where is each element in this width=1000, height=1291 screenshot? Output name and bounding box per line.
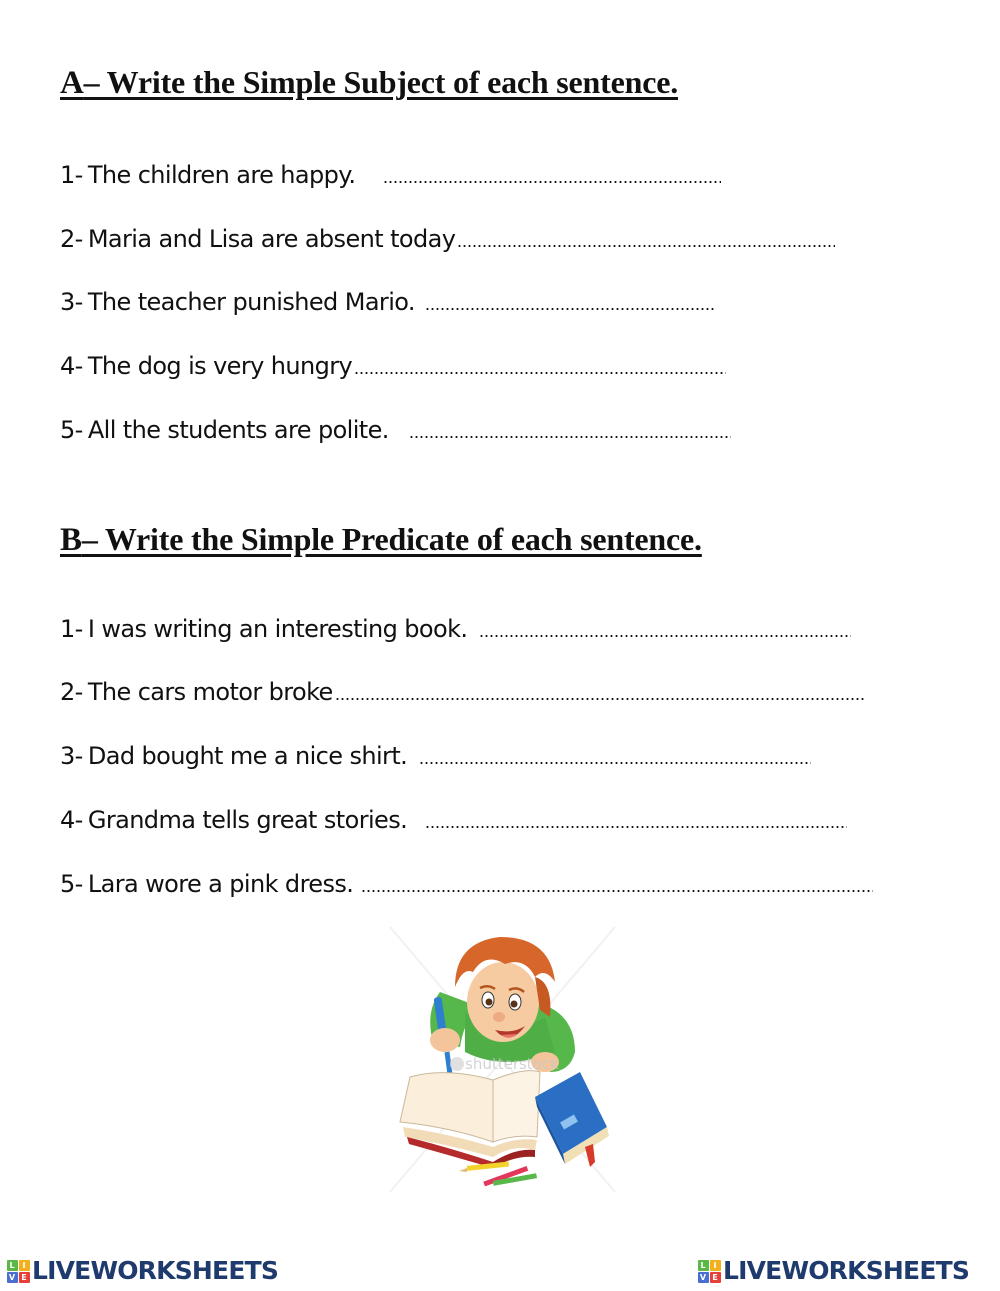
liveworksheets-logo-right — [697, 1257, 969, 1285]
dotted-line — [409, 436, 731, 438]
dotted-line — [425, 826, 847, 828]
subject-item-4 — [60, 347, 726, 381]
dotted-line — [425, 308, 715, 310]
logo-letter-l: L — [7, 1260, 18, 1271]
item-sentence: I was writing an interesting book. — [87, 615, 468, 643]
answer-blank-a1[interactable] — [383, 160, 721, 190]
item-number: 2- — [60, 225, 83, 253]
answer-blank-a4[interactable] — [354, 351, 726, 381]
dotted-line — [335, 698, 865, 700]
item-number: 5- — [60, 870, 83, 898]
item-number: 5- — [60, 416, 83, 444]
item-sentence: The cars motor broke — [87, 678, 333, 706]
answer-blank-a3[interactable] — [425, 287, 715, 317]
logo-wordmark: LIVEWORKSHEETS — [32, 1256, 279, 1285]
item-sentence: All the students are polite. — [87, 416, 389, 444]
answer-blank-b2[interactable] — [335, 677, 865, 707]
subject-item-3 — [60, 283, 715, 317]
section-a-title: – Write the Simple Subject of each sentence. — [83, 64, 679, 100]
answer-blank-b4[interactable] — [425, 805, 847, 835]
logo-letter-i: I — [710, 1260, 721, 1271]
dotted-line — [479, 635, 851, 637]
item-number: 4- — [60, 806, 83, 834]
logo-letter-v: V — [7, 1272, 18, 1283]
item-sentence: Dad bought me a nice shirt. — [87, 742, 408, 770]
dotted-line — [419, 762, 811, 764]
logo-letter-e: E — [19, 1272, 30, 1283]
answer-blank-a2[interactable] — [457, 224, 835, 254]
logo-wordmark: LIVEWORKSHEETS — [723, 1256, 970, 1285]
predicate-item-4 — [60, 801, 847, 835]
item-sentence: The children are happy. — [87, 161, 356, 189]
item-number: 1- — [60, 161, 83, 189]
item-number: 2- — [60, 678, 83, 706]
logo-letter-e: E — [710, 1272, 721, 1283]
answer-blank-a5[interactable] — [409, 415, 731, 445]
item-number: 4- — [60, 352, 83, 380]
predicate-item-3 — [60, 737, 811, 771]
section-b-letter: B — [60, 522, 82, 558]
predicate-item-2 — [60, 673, 865, 707]
predicate-item-5 — [60, 865, 873, 899]
logo-letter-l: L — [698, 1260, 709, 1271]
item-number: 1- — [60, 615, 83, 643]
boy-writing-illustration — [385, 922, 620, 1197]
dotted-line — [383, 181, 721, 183]
dotted-line — [354, 372, 726, 374]
section-b-title: – Write the Simple Predicate of each sentence. — [81, 521, 702, 557]
liveworksheets-mark-icon — [697, 1259, 721, 1283]
answer-blank-b1[interactable] — [479, 614, 851, 644]
answer-blank-b5[interactable] — [361, 869, 873, 899]
item-sentence: The dog is very hungry — [87, 352, 353, 380]
item-number: 3- — [60, 742, 83, 770]
logo-letter-i: I — [19, 1260, 30, 1271]
dotted-line — [361, 890, 873, 892]
section-b-heading — [60, 521, 702, 558]
dotted-line — [457, 245, 835, 247]
item-sentence: The teacher punished Mario. — [87, 288, 415, 316]
predicate-item-1 — [60, 610, 851, 644]
item-number: 3- — [60, 288, 83, 316]
answer-blank-b3[interactable] — [419, 741, 811, 771]
logo-letter-v: V — [698, 1272, 709, 1283]
item-sentence: Lara wore a pink dress. — [87, 870, 354, 898]
item-sentence: Maria and Lisa are absent today — [87, 225, 456, 253]
svg-text:shutterstock: shutterstock — [465, 1055, 559, 1073]
liveworksheets-logo-left — [6, 1257, 278, 1285]
section-a-letter: A — [60, 65, 84, 101]
liveworksheets-mark-icon — [6, 1259, 30, 1283]
subject-item-1 — [60, 156, 721, 190]
subject-item-2 — [60, 220, 835, 254]
subject-item-5 — [60, 411, 731, 445]
item-sentence: Grandma tells great stories. — [87, 806, 408, 834]
section-a-heading — [60, 64, 678, 101]
